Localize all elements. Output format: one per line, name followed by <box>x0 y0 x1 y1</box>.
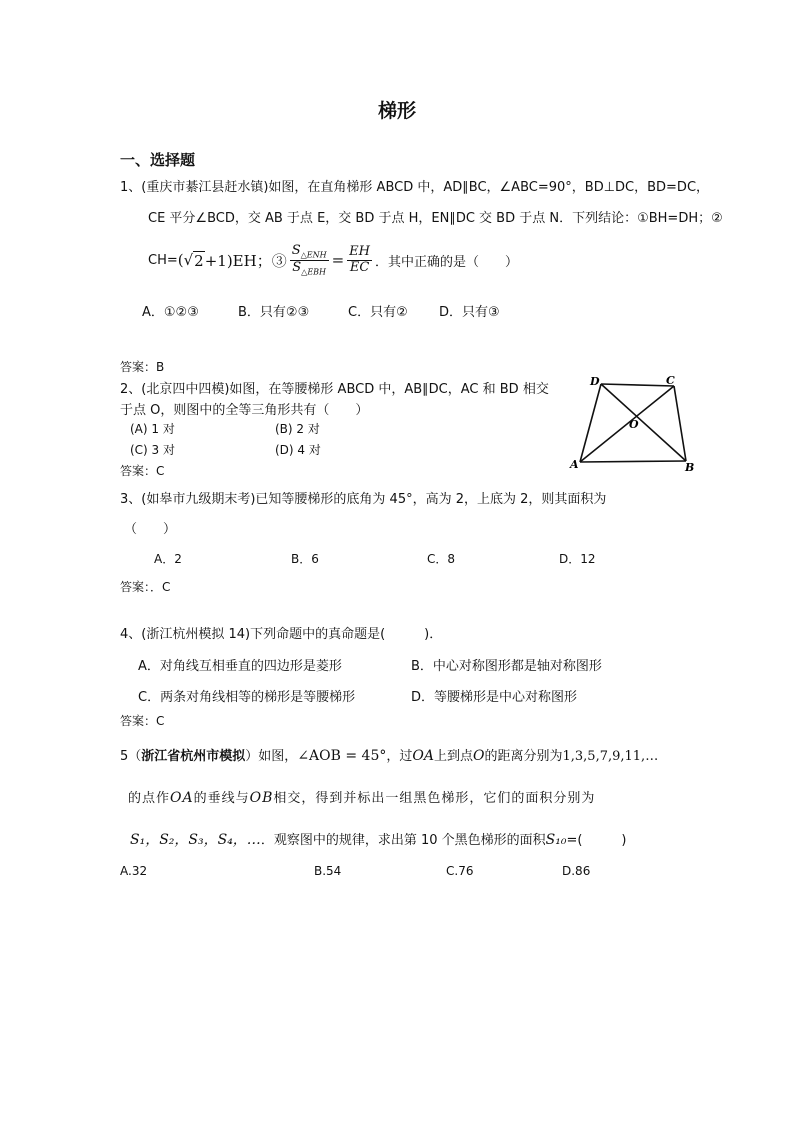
label-o: O <box>629 418 639 431</box>
q1-line3 <box>148 244 518 277</box>
q5-oa: OA <box>412 748 434 764</box>
frac1-den-sub: △EBH <box>301 267 327 277</box>
label-a: A <box>570 458 579 471</box>
fraction-area-ratio <box>290 244 329 277</box>
edge-ab <box>580 461 686 462</box>
q4-option-c: C．两条对角线相等的梯形是等腰梯形 <box>138 690 356 705</box>
q5-text-3: 上到点 <box>433 749 473 764</box>
q5-line3 <box>130 829 627 849</box>
frac2-den: EC <box>349 259 370 275</box>
edge-cb <box>674 386 686 461</box>
diagonal-bd <box>601 384 686 461</box>
sqrt-value: 2 <box>194 251 204 270</box>
q5-source: 浙江省杭州市模拟 <box>141 749 246 764</box>
q1-line3-suffix: ．其中正确的是（ ） <box>375 254 519 270</box>
edge-da <box>580 384 601 462</box>
q1-option-d: D．只有③ <box>439 305 500 320</box>
q1-option-c: C．只有② <box>348 305 408 320</box>
q1-equals: = <box>331 251 345 270</box>
frac1-num-sub: △ENH <box>300 250 327 260</box>
q5-line1 <box>120 745 658 764</box>
q5-option-c: C.76 <box>446 864 474 878</box>
edge-dc <box>601 384 674 386</box>
q3-option-b: B．6 <box>291 552 319 566</box>
q1-option-b: B．只有②③ <box>238 305 310 320</box>
diagonal-ac <box>580 386 674 462</box>
frac2-num: EH <box>349 243 370 259</box>
q2-line1: 2、(北京四中四模)如图，在等腰梯形 ABCD 中，AB∥DC，AC 和 BD 相交 <box>120 382 549 397</box>
page-title: 梯形 <box>377 100 416 122</box>
q5-option-a: A.32 <box>120 864 148 878</box>
q5-line3-b: =( ) <box>566 833 627 848</box>
q5-s-list: S₁，S₂，S₃，S₄，… <box>130 832 261 848</box>
q5-ob: OB <box>249 790 274 806</box>
section-heading: 一、选择题 <box>120 151 196 169</box>
q1-line1: 1、(重庆市綦江县赶水镇)如图，在直角梯形 ABCD 中，AD∥BC，∠ABC=90°，BD⊥DC，BD=DC， <box>120 180 710 195</box>
q5-line2-a: 的点作 <box>128 791 171 806</box>
label-d: D <box>590 375 600 388</box>
q5-sequence: 1,3,5,7,9,11,… <box>562 749 659 764</box>
isosceles-trapezoid-figure <box>568 372 700 474</box>
q5-option-d: D.86 <box>562 864 591 878</box>
q2-option-b: (B) 2 对 <box>275 422 320 436</box>
q5-line2-c: 相交，得到并标出一组黑色梯形，它们的面积分别为 <box>273 791 596 806</box>
q4-line1: 4、(浙江杭州模拟 14)下列命题中的真命题是( )． <box>120 627 443 642</box>
q5-line2 <box>128 787 595 806</box>
q4-option-d: D．等腰梯形是中心对称图形 <box>411 690 578 705</box>
q4-option-b: B．中心对称图形都是轴对称图形 <box>411 659 602 674</box>
q5-line2-b: 的垂线与 <box>193 791 250 806</box>
q3-option-d: D．12 <box>559 552 596 566</box>
q5-prefix: 5（ <box>120 749 142 764</box>
sqrt-symbol: √ <box>183 251 194 270</box>
q1-option-a: A．①②③ <box>142 305 199 320</box>
q5-text-2: ，过 <box>386 749 413 764</box>
q5-angle: ∠AOB = 45° <box>297 748 387 764</box>
q3-line2: （ ） <box>124 522 177 537</box>
q4-answer: 答案：C <box>120 714 165 728</box>
q1-line2: CE 平分∠BCD，交 AB 于点 E，交 BD 于点 H，EN∥DC 交 BD 于点 N．下列结论：①BH=DH；② <box>148 211 723 226</box>
q5-text-1: ）如图， <box>245 749 298 764</box>
q5-oa-2: OA <box>170 790 194 806</box>
q5-line3-a: ．观察图中的规律，求出第 10 个黑色梯形的面积 <box>260 833 546 848</box>
q5-s10: S₁₀ <box>545 832 567 848</box>
q2-answer: 答案：C <box>120 464 165 478</box>
q5-option-b: B.54 <box>314 864 342 878</box>
q2-option-d: (D) 4 对 <box>275 443 321 457</box>
q2-option-c: (C) 3 对 <box>130 443 176 457</box>
q3-line1: 3、(如皋市九级期末考)已知等腰梯形的底角为 45°，高为 2，上底为 2，则其面积为 <box>120 492 607 507</box>
q1-answer: 答案：B <box>120 360 165 374</box>
q2-line2: 于点 O，则图中的全等三角形共有（ ） <box>120 403 369 418</box>
fraction-eh-ec <box>347 245 372 276</box>
q2-option-a: (A) 1 对 <box>130 422 175 436</box>
q4-option-a: A．对角线互相垂直的四边形是菱形 <box>138 659 342 674</box>
q3-answer: 答案：．C <box>120 580 171 594</box>
q5-o: O <box>473 748 485 764</box>
q5-text-4: 的距离分别为 <box>484 749 563 764</box>
label-c: C <box>666 374 675 387</box>
q1-line3-prefix: CH= <box>148 252 178 268</box>
frac1-den-s: S <box>292 259 302 275</box>
q3-option-a: A．2 <box>154 552 182 566</box>
q1-coef-open: ( <box>177 251 184 270</box>
label-b: B <box>685 461 695 474</box>
frac1-num-s: S <box>291 243 301 258</box>
q3-option-c: C．8 <box>427 552 456 566</box>
q1-coef-close: +1)EH；③ <box>204 251 287 270</box>
